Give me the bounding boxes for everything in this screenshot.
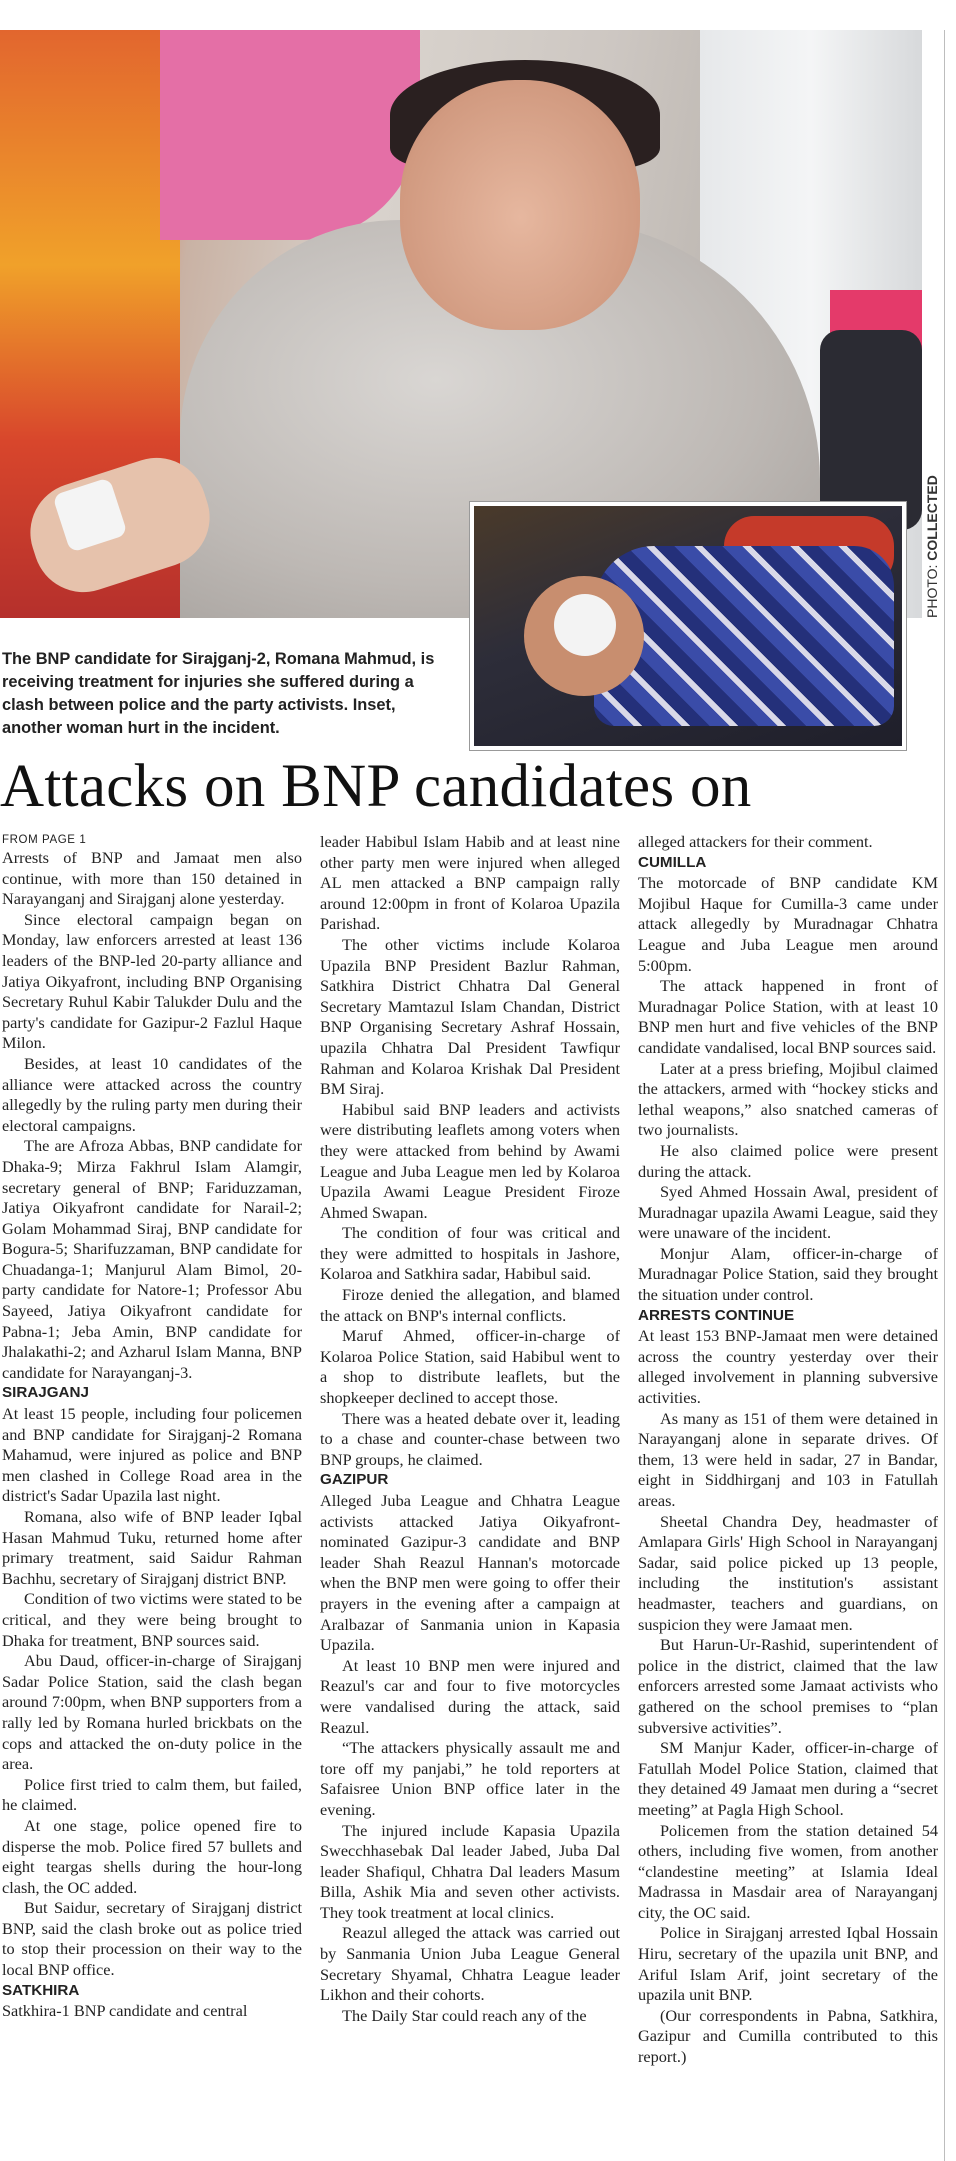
paragraph: At least 153 BNP-Jamaat men were detained across the country yesterday over their alleged involvement in planning subversive activities.: [638, 1326, 938, 1408]
photo-credit-source: COLLECTED: [924, 475, 940, 561]
paragraph: (Our correspondents in Pabna, Satkhira, Gazipur and Cumilla contributed to this report.): [638, 2005, 938, 2067]
paragraph: Habibul said BNP leaders and activists were distributing leaflets among voters when they were attacked from behind by Awami League and Juba League men led by Kolaroa Upazila Awami League President Firoze Ahmed Swapan.: [320, 1099, 620, 1222]
subheading-satkhira: SATKHIRA: [2, 1981, 80, 1999]
paragraph: Condition of two victims were stated to be critical, and they were being brought to Dhaka for treatment, BNP sources said.: [2, 1589, 302, 1650]
photo-bag: [820, 330, 922, 530]
photo-credit-label: PHOTO:: [924, 564, 940, 618]
paragraph: The attack happened in front of Muradnagar Police Station, with at least 10 BNP men hurt and five vehicles of the BNP candidate vandalised, local BNP sources said.: [638, 976, 938, 1057]
paragraph: At one stage, police opened fire to disperse the mob. Police fired 57 bullets and eight teargas shells during the hour-long clash, the OC added.: [2, 1815, 302, 1897]
subheading-gazipur: GAZIPUR: [320, 1471, 389, 1489]
paragraph: As many as 151 of them were detained in Narayanganj alone in separate drives. Of them, 13 were held in sadar, 27 in Bandar, eight in Siddhirganj and 103 in Fatullah areas.: [638, 1408, 938, 1510]
article-column-3: [638, 832, 938, 2157]
paragraph: The are Afroza Abbas, BNP candidate for Dhaka-9; Mirza Fakhrul Islam Alamgir, secretary general of BNP; Fariduzzaman, Jatiya Oikyafront candidate for Narail-2; Golam Mohammad Siraj, BNP candidate for Bogura-5; Sharifuzzaman, BNP candidate for Chuadanga-1; Manjurul Alam Bimol, 20-party candidate for Natore-1; Professor Abu Sayeed, Jatiya Oikyafront candidate for Pabna-1; Jeba Amin, BNP candidate for Jhalakathi-2; and Azharul Islam Manna, BNP candidate for Narayanganj-3.: [2, 1136, 302, 1382]
paragraph: At least 10 BNP men were injured and Reazul's car and four to five motorcycles were vandalised during the attack, said Reazul.: [320, 1655, 620, 1737]
paragraph: Police in Sirajganj arrested Iqbal Hossain Hiru, secretary of the upazila unit BNP, and Ariful Islam Arif, joint secretary of the upazila unit BNP.: [638, 1923, 938, 2005]
jump-line: FROM PAGE 1: [2, 834, 87, 846]
article-column-2: [320, 832, 620, 2157]
paragraph: Monjur Alam, officer-in-charge of Muradnagar Police Station, said they brought the situation under control.: [638, 1243, 938, 1305]
subheading-arrests-continue: ARRESTS CONTINUE: [638, 1306, 795, 1324]
photo-caption: The BNP candidate for Sirajganj-2, Romana Mahmud, is receiving treatment for injuries she suffered during a clash between police and the party activists. Inset, another woman hurt in the incident.: [2, 650, 435, 737]
paragraph: But Saidur, secretary of Sirajganj district BNP, said the clash broke out as police tried to stop their procession on their way to the local BNP office.: [2, 1898, 302, 1980]
paragraph: Syed Ahmed Hossain Awal, president of Muradnagar upazila Awami League, said they were unaware of the incident.: [638, 1182, 938, 1243]
subheading-cumilla: CUMILLA: [638, 853, 707, 871]
paragraph: The condition of four was critical and they were admitted to hospitals in Jashore, Kolaroa and Satkhira sadar, Habibul said.: [320, 1223, 620, 1284]
paragraph: Besides, at least 10 candidates of the alliance were attacked across the country allegedly by the ruling party men during their electoral campaigns.: [2, 1053, 302, 1135]
paragraph: “The attackers physically assault me and tore off my panjabi,” he told reporters at Safaisree Union BNP office later in the evening.: [320, 1738, 620, 1819]
column-rule: [944, 30, 945, 2161]
paragraph: Romana, also wife of BNP leader Iqbal Hasan Mahmud Tuku, returned home after primary treatment, said Saidur Rahman Bachhu, secretary of Sirajganj district BNP.: [2, 1507, 302, 1588]
paragraph: The injured include Kapasia Upazila Swecchhasebak Dal leader Jabed, Juba Dal leader Shafiqul, Chhatra Dal leaders Masum Billa, Ashik Mia and seven other activists. They took treatment at local clinics.: [320, 1820, 620, 1922]
paragraph: alleged attackers for their comment.: [638, 832, 873, 851]
paragraph: leader Habibul Islam Habib and at least nine other party men were injured when alleged AL men attacked a BNP campaign rally around 12:00pm in front of Kolaroa Upazila Parishad.: [320, 832, 620, 934]
paragraph: But Harun-Ur-Rashid, superintendent of police in the district, claimed that the law enforcers arrested some Jamaat activists who gathered on the school premises to “plan subversive activities”.: [638, 1635, 938, 1737]
paragraph: Sheetal Chandra Dey, headmaster of Amlapara Girls' High School in Narayanganj Sadar, said police picked up 13 people, including the institution's assistant headmaster, teachers and guardians, on suspicion they were Jamaat men.: [638, 1511, 938, 1634]
paragraph: The Daily Star could reach any of the: [342, 2005, 587, 2025]
paragraph: Satkhira-1 BNP candidate and central: [2, 2001, 248, 2021]
paragraph: SM Manjur Kader, officer-in-charge of Fatullah Model Police Station, claimed that they detained 49 Jamaat men during a “secret meeting” at Pagla High School.: [638, 1738, 938, 1819]
paragraph: He also claimed police were present during the attack.: [638, 1140, 938, 1181]
paragraph: The other victims include Kolaroa Upazila BNP President Bazlur Rahman, Satkhira District Chhatra Dal General Secretary Mamtazul Islam Chandan, District BNP Organising Secretary Ashraf Hossain, upazila Chhatra Dal President Tawfiqur Rahman and Kolaroa Krishak Dal President BM Siraj.: [320, 934, 620, 1099]
paragraph: Alleged Juba League and Chhatra League activists attacked Jatiya Oikyafront-nominated Gazipur-3 candidate and BNP leader Shah Reazul Hannan's motorcade when the BNP men were going to offer their prayers in the evening after a campaign at Aralbazar of Sanmania union in Kapasia Upazila.: [320, 1491, 620, 1655]
paragraph: Policemen from the station detained 54 others, including five women, from another “clandestine meeting” at Islamia Ideal Madrassa in Masdair area of Narayanganj city, the OC said.: [638, 1820, 938, 1922]
paragraph: Firoze denied the allegation, and blamed the attack on BNP's internal conflicts.: [320, 1285, 620, 1325]
paragraph: Maruf Ahmed, officer-in-charge of Kolaroa Police Station, said Habibul went to a shop to distribute leaflets, but the shopkeeper declined to accept those.: [320, 1326, 620, 1408]
inset-eye-patch: [554, 594, 616, 656]
headline: Attacks on BNP candidates on: [0, 753, 752, 820]
paragraph: Abu Daud, officer-in-charge of Sirajganj Sadar Police Station, said the clash began around 7:00pm, when BNP supporters from a rally led by Romana hurled brickbats on the cops and attacked the on-duty police in the area.: [2, 1651, 302, 1774]
paragraph: Reazul alleged the attack was carried out by Sanmania Union Juba League General Secretary Shyamal, Chhatra League leader Likhon and their cohorts.: [320, 1923, 620, 2005]
paragraph: Later at a press briefing, Mojibul claimed the attackers, armed with “hockey sticks and lethal weapons,” also snatched cameras of two journalists.: [638, 1058, 938, 1140]
photo-face: [400, 80, 640, 330]
article-column-1: [2, 832, 302, 2157]
paragraph: Since electoral campaign began on Monday, law enforcers arrested at least 136 leaders of the BNP-led 20-party alliance and Jatiya Oikyafront, including BNP Organising Secretary Ruhul Kabir Talukder Dulu and the party's candidate for Gazipur-2 Fazlul Haque Milon.: [2, 909, 302, 1053]
subheading-sirajganj: SIRAJGANJ: [2, 1384, 89, 1402]
paragraph: Police first tried to calm them, but failed, he claimed.: [2, 1774, 302, 1815]
photo-helper-arm: [160, 30, 420, 240]
paragraph: Arrests of BNP and Jamaat men also continue, with more than 150 detained in Narayanganj and Sirajganj alone yesterday.: [2, 848, 302, 909]
paragraph: The motorcade of BNP candidate KM Mojibul Haque for Cumilla-3 came under attack allegedly by Muradnagar Chhatra League and Juba League men around 5:00pm.: [638, 873, 938, 975]
paragraph: At least 15 people, including four policemen and BNP candidate for Sirajganj-2 Romana Mahamud, were injured as police and BNP men clashed in College Road area in the district's Sadar Upazila last night.: [2, 1404, 302, 1506]
paragraph: There was a heated debate over it, leading to a chase and counter-chase between two BNP groups, he claimed.: [320, 1408, 620, 1469]
inset-photo: [470, 502, 906, 750]
